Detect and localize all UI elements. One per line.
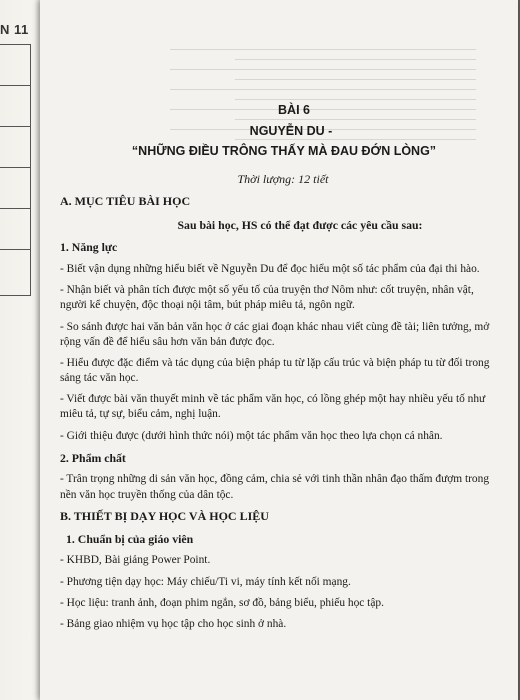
teacher-prep-item: - Phương tiện dạy học: Máy chiếu/Ti vi, máy tính kết nối mạng. bbox=[60, 575, 351, 588]
competence-item: - Giới thiệu được (dưới hình thức nói) một tác phẩm văn học theo lựa chọn cá nhân. bbox=[60, 429, 443, 442]
lesson-duration: Thời lượng: 12 tiết bbox=[237, 171, 329, 186]
teacher-prep-heading: 1. Chuẩn bị của giáo viên bbox=[66, 531, 194, 546]
teacher-prep-item: - KHBD, Bài giảng Power Point. bbox=[60, 554, 211, 567]
competence-heading: 1. Năng lực bbox=[60, 240, 118, 255]
partial-table bbox=[0, 44, 31, 296]
qualities-heading: 2. Phẩm chất bbox=[60, 450, 126, 465]
page-corner-text: N 11 bbox=[0, 22, 29, 37]
teacher-prep-item: - Học liệu: tranh ảnh, đoạn phim ngắn, sơ đồ, bảng biểu, phiếu học tập. bbox=[60, 596, 384, 609]
lesson-title: “NHỮNG ĐIỀU TRÔNG THẤY MÀ ĐAU ĐỚN LÒNG” bbox=[131, 144, 437, 159]
objectives-intro: Sau bài học, HS có thể đạt được các yêu cầu sau: bbox=[177, 217, 423, 232]
competence-item: - So sánh được hai văn bản văn học ở các giai đoạn khác nhau viết cùng đề tài; liên tưởng, mở rộng vấn đề để hiểu sâu hơn văn bản được đọc. bbox=[60, 320, 490, 348]
competence-item: - Viết được bài văn thuyết minh về tác phẩm văn học, có lồng ghép một hay nhiều yếu tố như miêu tả, tự sự, biểu cảm, nghị luận. bbox=[60, 393, 486, 421]
document-page bbox=[40, 0, 518, 700]
previous-page-edge bbox=[0, 0, 44, 700]
section-a-heading: A. MỤC TIÊU BÀI HỌC bbox=[60, 193, 191, 208]
lesson-number: BÀI 6 bbox=[278, 103, 310, 117]
competence-item: - Hiểu được đặc điểm và tác dụng của biện pháp tu từ lặp cấu trúc và biện pháp tu từ đối trong sáng tác văn học. bbox=[60, 356, 490, 385]
teacher-prep-item: - Bảng giao nhiệm vụ học tập cho học sinh ở nhà. bbox=[60, 617, 287, 630]
competence-item: - Biết vận dụng những hiểu biết về Nguyễn Du để đọc hiểu một số tác phẩm của đại thi hào. bbox=[60, 263, 480, 276]
competence-item: - Nhận biết và phân tích được một số yếu tố của truyện thơ Nôm như: cốt truyện, nhân vật, người kể chuyện, độc thoại nội tâm, bút pháp miêu tả, ngôn ngữ. bbox=[60, 284, 474, 312]
section-b-heading: B. THIẾT BỊ DẠY HỌC VÀ HỌC LIỆU bbox=[60, 508, 269, 523]
lesson-author: NGUYỄN DU - bbox=[249, 123, 333, 138]
page-content bbox=[60, 102, 500, 632]
qualities-item: - Trân trọng những di sản văn học, đồng cảm, chia sẻ với tinh thần nhân đạo thấm đượm trong nền văn học truyền thống của dân tộc. bbox=[60, 473, 490, 501]
